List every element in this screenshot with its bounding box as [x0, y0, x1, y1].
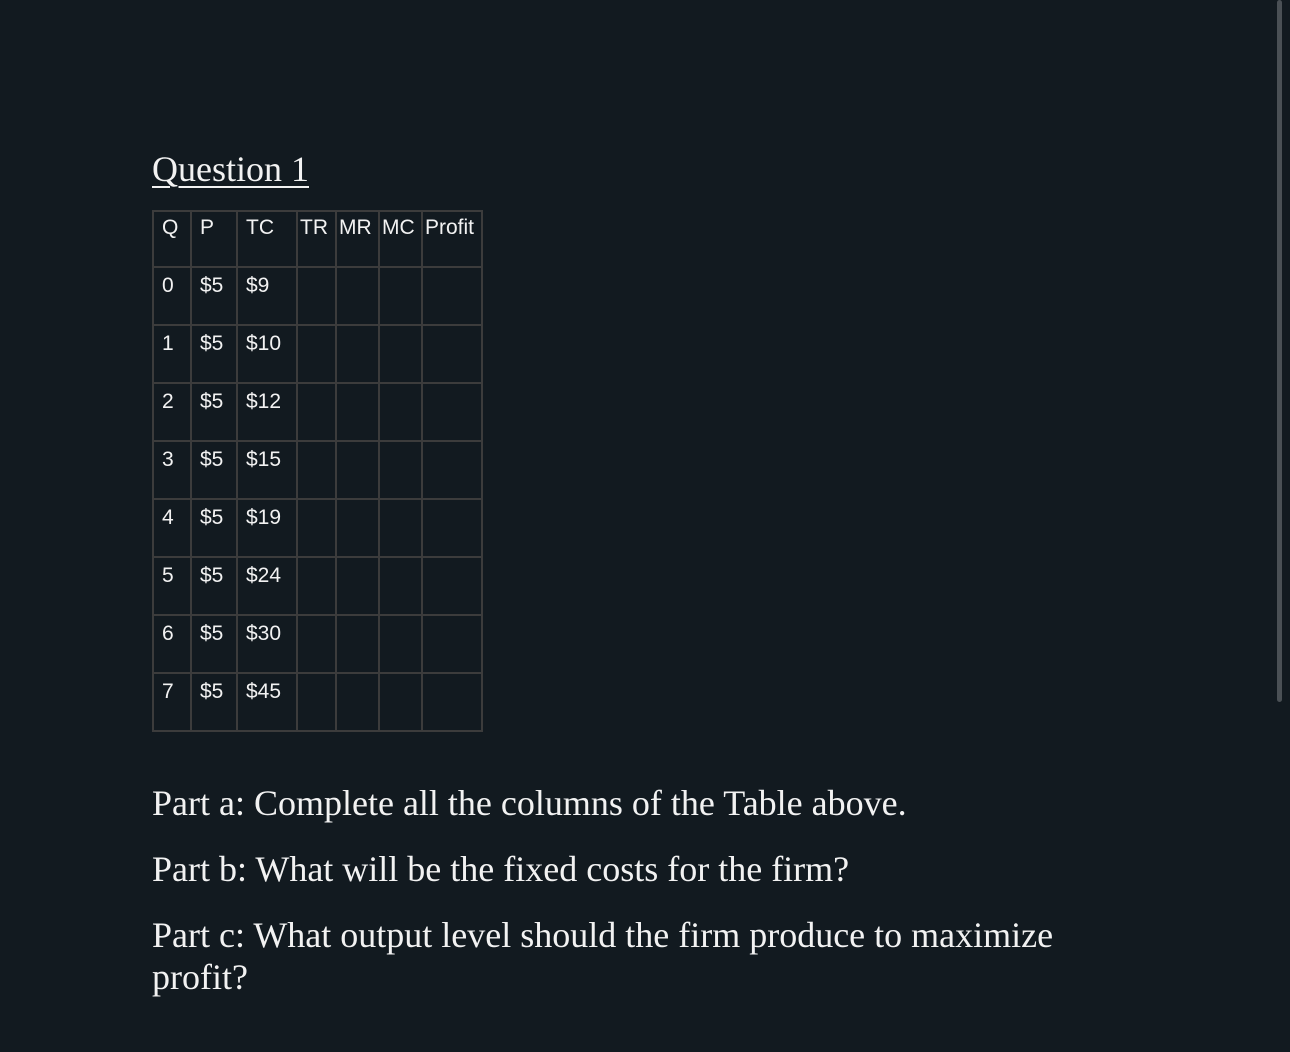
part-a-text: Part a: Complete all the columns of the Table above. [152, 783, 907, 823]
cell-tc: $15 [237, 441, 297, 499]
table-row [153, 615, 482, 673]
cell-mr-empty [336, 441, 379, 499]
cell-tc: $9 [237, 267, 297, 325]
question-title: Question 1 [152, 149, 309, 189]
table-row [153, 557, 482, 615]
cell-tr-empty [297, 441, 336, 499]
cell-tc: $12 [237, 383, 297, 441]
cell-q: 4 [153, 499, 191, 557]
part-b-text: Part b: What will be the fixed costs for the firm? [152, 849, 850, 889]
cell-mc-empty [379, 267, 422, 325]
table-row [153, 325, 482, 383]
table-header-row [153, 211, 482, 267]
cell-mc-empty [379, 615, 422, 673]
cell-mc-empty [379, 383, 422, 441]
cell-mr-empty [336, 267, 379, 325]
table-row [153, 499, 482, 557]
part-c-text: Part c: What output level should the firm produce to maximize profit? [152, 915, 1054, 997]
header-mc: MC [379, 211, 422, 267]
header-p: P [191, 211, 237, 267]
cell-profit-empty [422, 615, 482, 673]
cell-tr-empty [297, 383, 336, 441]
cell-p: $5 [191, 267, 237, 325]
cell-profit-empty [422, 673, 482, 731]
cell-p: $5 [191, 615, 237, 673]
header-q: Q [153, 211, 191, 267]
question-parts [152, 782, 1152, 1022]
cell-mr-empty [336, 383, 379, 441]
cell-mr-empty [336, 673, 379, 731]
cell-p: $5 [191, 673, 237, 731]
cell-mr-empty [336, 615, 379, 673]
cell-tr-empty [297, 499, 336, 557]
cell-p: $5 [191, 383, 237, 441]
table-row [153, 383, 482, 441]
cell-tr-empty [297, 557, 336, 615]
header-tr: TR [297, 211, 336, 267]
cell-tr-empty [297, 325, 336, 383]
cell-p: $5 [191, 557, 237, 615]
cell-q: 0 [153, 267, 191, 325]
cell-mc-empty [379, 557, 422, 615]
cell-mr-empty [336, 557, 379, 615]
cost-table [152, 210, 483, 732]
cell-tr-empty [297, 673, 336, 731]
cell-tc: $30 [237, 615, 297, 673]
cell-q: 5 [153, 557, 191, 615]
cell-p: $5 [191, 499, 237, 557]
cell-tc: $24 [237, 557, 297, 615]
cell-q: 3 [153, 441, 191, 499]
table-row [153, 267, 482, 325]
cell-tr-empty [297, 615, 336, 673]
scrollbar-track[interactable] [1272, 0, 1290, 1052]
cell-q: 1 [153, 325, 191, 383]
header-profit: Profit [422, 211, 482, 267]
scrollbar-thumb[interactable] [1277, 0, 1282, 702]
cell-mc-empty [379, 325, 422, 383]
header-mr: MR [336, 211, 379, 267]
cell-q: 2 [153, 383, 191, 441]
cell-profit-empty [422, 267, 482, 325]
header-tc: TC [237, 211, 297, 267]
cell-mr-empty [336, 499, 379, 557]
cell-profit-empty [422, 441, 482, 499]
table-row [153, 673, 482, 731]
cell-profit-empty [422, 557, 482, 615]
cell-p: $5 [191, 441, 237, 499]
cell-mr-empty [336, 325, 379, 383]
cell-tr-empty [297, 267, 336, 325]
cell-q: 7 [153, 673, 191, 731]
cell-mc-empty [379, 499, 422, 557]
cell-tc: $19 [237, 499, 297, 557]
cell-profit-empty [422, 383, 482, 441]
table-row [153, 441, 482, 499]
cell-p: $5 [191, 325, 237, 383]
cell-profit-empty [422, 499, 482, 557]
cell-tc: $10 [237, 325, 297, 383]
cell-mc-empty [379, 673, 422, 731]
cell-mc-empty [379, 441, 422, 499]
cell-tc: $45 [237, 673, 297, 731]
cell-profit-empty [422, 325, 482, 383]
cell-q: 6 [153, 615, 191, 673]
